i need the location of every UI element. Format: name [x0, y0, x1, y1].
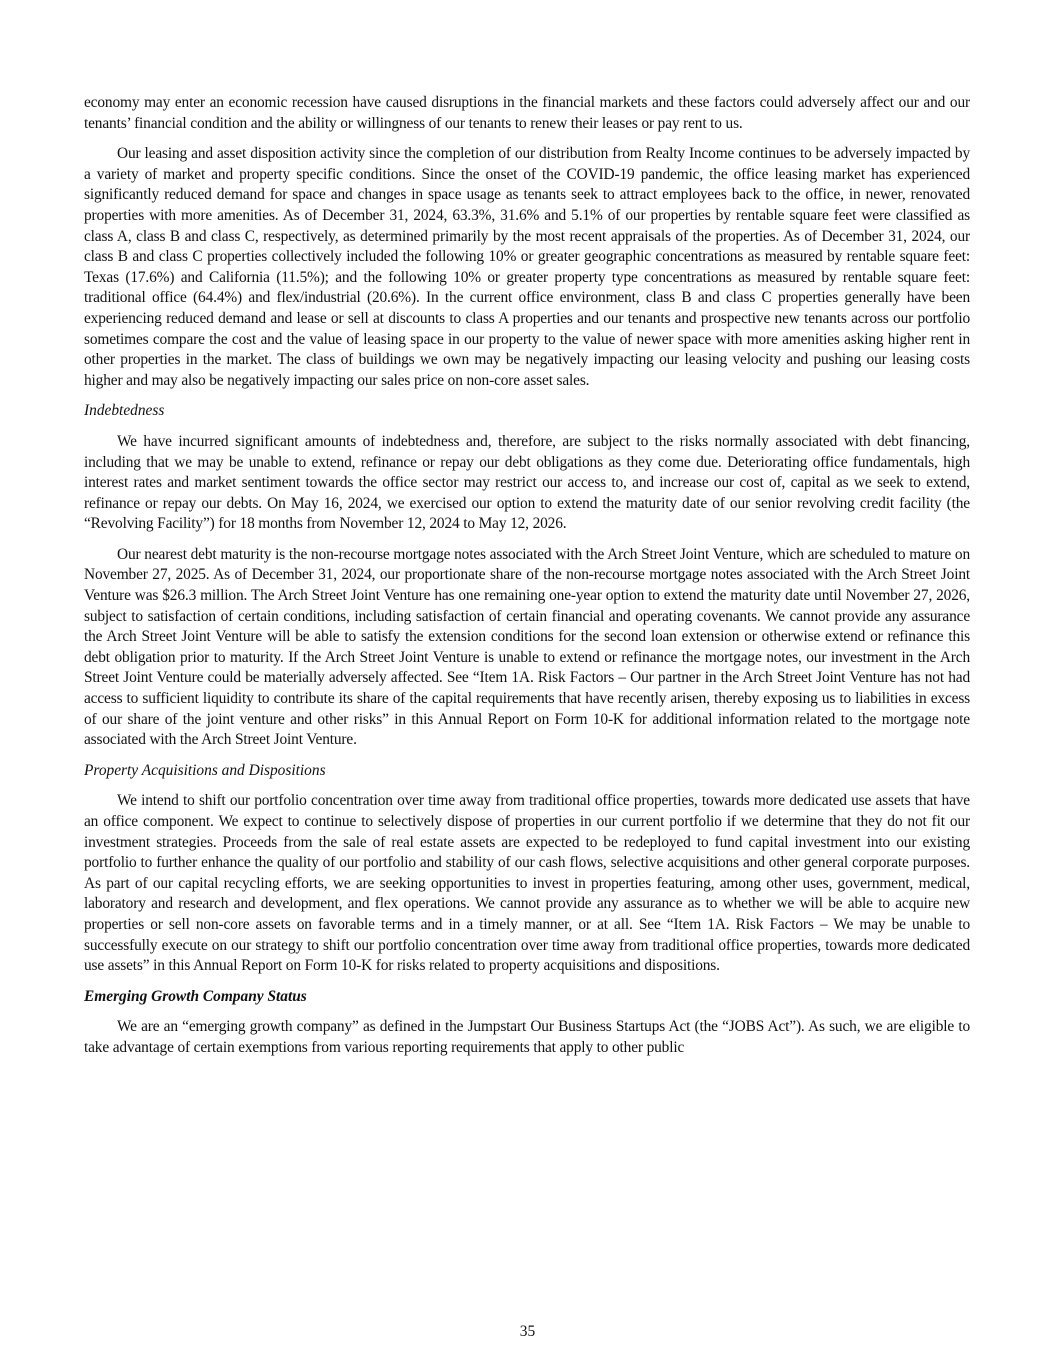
subheading-property-acquisitions: Property Acquisitions and Dispositions — [84, 761, 326, 779]
page-number: 35 — [519, 1323, 536, 1340]
paragraph-indebtedness: We have incurred significant amounts of indebtedness and, therefore, are subject to the risks normally associated with debt financing, including that we may be unable to extend, refinance or repay our debt obligations as they come due. Deteriorating office fundamentals, high interest rates and market sentiment towards the office sector may restrict our access to, and increase our cost of, capital as we seek to extend, refinance or repay our debts. On May 16, 2024, we exercised our option to extend the maturity date of our senior revolving credit facility (the “Revolving Facility”) for 18 months from November 12, 2024 to May 12, 2026. — [84, 432, 970, 533]
paragraph-debt-maturity: Our nearest debt maturity is the non-recourse mortgage notes associated with the Arch Street Joint Venture, which are scheduled to mature on November 27, 2025. As of December 31, 2024, our proportionate share of the non-recourse mortgage notes associated with the Arch Street Joint Venture was $26.3 million. The Arch Street Joint Venture has one remaining one-year option to extend the maturity date until November 27, 2026, subject to satisfaction of certain conditions, including satisfaction of certain financial and operating covenants. We cannot provide any assurance the Arch Street Joint Venture will be able to satisfy the extension conditions for the second loan extension or otherwise extend or refinance this debt obligation prior to maturity. If the Arch Street Joint Venture is unable to extend or refinance the mortgage notes, our investment in the Arch Street Joint Venture could be materially adversely affected. See “Item 1A. Risk Factors – Our partner in the Arch Street Joint Venture has not had access to sufficient liquidity to contribute its share of the capital requirements that have recently arisen, thereby exposing us to liabilities in excess of our share of the joint venture and other risks” in this Annual Report on Form 10-K for additional information related to the mortgage note associated with the Arch Street Joint Venture. — [84, 545, 970, 749]
paragraph-leasing-activity: Our leasing and asset disposition activity since the completion of our distribution from Realty Income continues to be adversely impacted by a variety of market and property specific conditions. Since the onset of the COVID-19 pandemic, the office leasing market has experienced significantly reduced demand for space and changes in space usage as tenants seek to attract employees back to the office, in newer, renovated properties with more amenities. As of December 31, 2024, 63.3%, 31.6% and 5.1% of our properties by rentable square feet were classified as class A, class B and class C, respectively, as determined primarily by the most recent appraisals of the properties. As of December 31, 2024, our class B and class C properties collectively included the following 10% or greater geographic concentrations as measured by rentable square feet: Texas (17.6%) and California (11.5%); and the following 10% or greater property type concentrations as measured by rentable square feet: traditional office (64.4%) and flex/industrial (20.6%). In the current office environment, class B and class C properties generally have been experiencing reduced demand and lease or sell at discounts to class A properties and our tenants and prospective new tenants across our portfolio sometimes compare the cost and the value of leasing space in our property to the value of newer space with more amenities asking higher rent in other properties in the market. The class of buildings we own may be negatively impacting our leasing velocity and pushing our leasing costs higher and may also be negatively impacting our sales price on non-core asset sales. — [84, 145, 970, 389]
paragraph-recession-continuation: economy may enter an economic recession have caused disruptions in the financial markets and these factors could adversely affect our and our tenants’ financial condition and the ability or willingness of our tenants to renew their leases or pay rent to us. — [84, 94, 970, 132]
document-page — [84, 93, 970, 1069]
heading-emerging-growth-company: Emerging Growth Company Status — [84, 987, 307, 1005]
paragraph-acquisitions-dispositions: We intend to shift our portfolio concentration over time away from traditional office properties, towards more dedicated use assets that have an office component. We expect to continue to selectively dispose of properties in our current portfolio if we determine that they do not fit our investment strategies. Proceeds from the sale of real estate assets are expected to be redeployed to fund capital investment into our existing portfolio to further enhance the quality of our portfolio and stability of our cash flows, selective acquisitions and other general corporate purposes. As part of our capital recycling efforts, we are seeking opportunities to invest in properties featuring, among other uses, government, medical, laboratory and research and development, and flex operations. We cannot provide any assurance as to whether we will be able to acquire new properties or sell non-core assets on favorable terms and in a timely manner, or at all. See “Item 1A. Risk Factors – We may be unable to successfully execute on our strategy to shift our portfolio concentration over time away from traditional office properties, towards more dedicated use assets” in this Annual Report on Form 10-K for risks related to property acquisitions and dispositions. — [84, 792, 970, 975]
subheading-indebtedness: Indebtedness — [84, 402, 165, 420]
paragraph-emerging-growth: We are an “emerging growth company” as defined in the Jumpstart Our Business Startups Act (the “JOBS Act”). As such, we are eligible to take advantage of certain exemptions from various reporting requirements that apply to other public — [84, 1018, 970, 1056]
